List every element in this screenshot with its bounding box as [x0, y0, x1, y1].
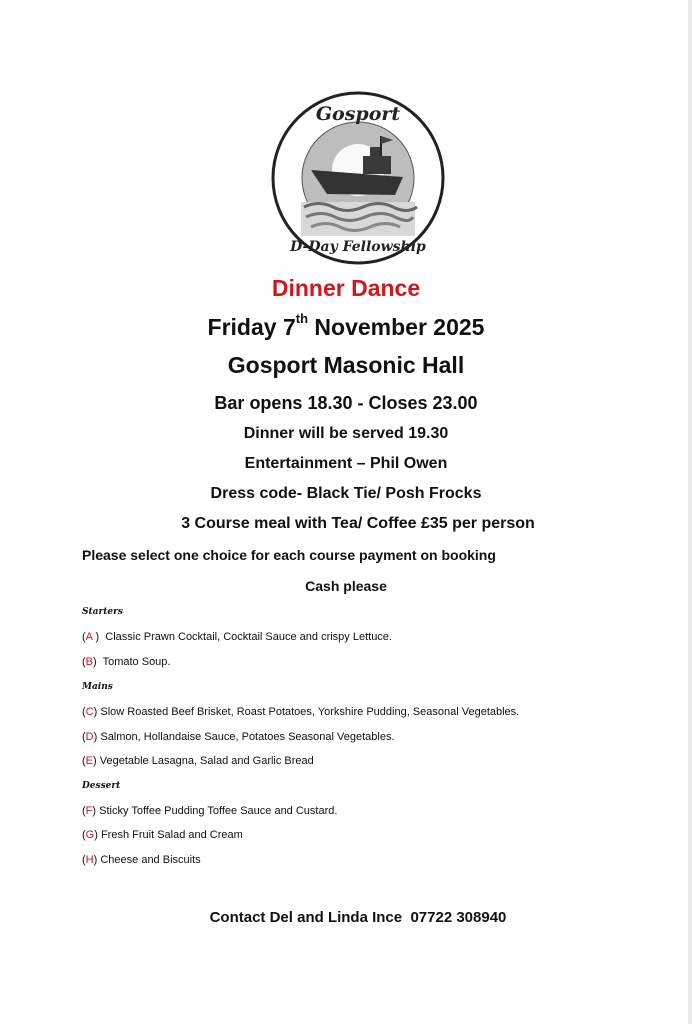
- item-open: (: [82, 805, 86, 817]
- gosport-d-day-fellowship-logo: [271, 90, 445, 266]
- item-open: (: [82, 656, 86, 668]
- item-open: (: [82, 755, 86, 767]
- menu-item-a: [82, 631, 392, 643]
- item-text: Cheese and Biscuits: [97, 854, 201, 866]
- item-letter: C: [85, 706, 94, 718]
- item-close: ): [93, 755, 97, 767]
- logo-top-text: Gosport: [315, 103, 401, 125]
- menu-item-g: [82, 829, 243, 841]
- item-text: Salmon, Hollandaise Sauce, Potatoes Seasonal Vegetables.: [97, 731, 395, 743]
- event-venue: Gosport Masonic Hall: [227, 352, 465, 378]
- item-letter: D: [85, 731, 94, 743]
- mains-heading: Mains: [82, 682, 113, 692]
- item-open: (: [82, 706, 86, 718]
- item-letter: H: [85, 854, 94, 866]
- item-letter: A: [85, 631, 93, 643]
- contact-line: Contact Del and Linda Ince 07722 308940: [209, 909, 507, 926]
- menu-item-f: [82, 805, 337, 817]
- entertainment: Entertainment – Phil Owen: [244, 455, 448, 472]
- item-text: Classic Prawn Cocktail, Cocktail Sauce and crispy Lettuce.: [99, 631, 392, 643]
- item-letter: B: [85, 656, 94, 668]
- item-text: Fresh Fruit Salad and Cream: [97, 829, 243, 841]
- item-text: Slow Roasted Beef Brisket, Roast Potatoes, Yorkshire Pudding, Seasonal Vegetables.: [97, 706, 520, 718]
- item-close: ): [92, 631, 100, 643]
- dessert-heading: Dessert: [82, 781, 121, 791]
- item-close: ): [93, 656, 97, 668]
- dress-code: Dress code- Black Tie/ Posh Frocks: [210, 485, 482, 502]
- event-title: Dinner Dance: [271, 275, 421, 301]
- item-letter: G: [85, 829, 95, 841]
- item-close: ): [94, 829, 98, 841]
- event-date-rest: November 2025: [308, 314, 485, 340]
- starters-heading: Starters: [82, 607, 123, 617]
- menu-item-e: [82, 755, 314, 767]
- menu-item-b: [82, 656, 170, 668]
- item-open: (: [82, 731, 86, 743]
- menu-item-d: [82, 731, 395, 743]
- menu-item-h: [82, 854, 201, 866]
- page-edge: [688, 0, 692, 1024]
- item-close: ): [93, 706, 98, 718]
- item-text: Tomato Soup.: [96, 656, 171, 668]
- event-date-suffix: th: [295, 311, 309, 326]
- item-open: (: [82, 829, 86, 841]
- booking-instructions: Please select one choice for each course payment on booking: [82, 547, 496, 563]
- payment-note: Cash please: [305, 578, 387, 594]
- item-close: ): [93, 854, 98, 866]
- item-open: (: [82, 631, 86, 643]
- item-text: Sticky Toffee Pudding Toffee Sauce and Custard.: [96, 805, 338, 817]
- event-date-day: Friday 7: [207, 314, 296, 340]
- menu-item-c: [82, 706, 519, 718]
- meal-price: 3 Course meal with Tea/ Coffee £35 per person: [181, 515, 535, 532]
- item-letter: E: [85, 755, 94, 767]
- item-open: (: [82, 854, 86, 866]
- dinner-time: Dinner will be served 19.30: [243, 425, 449, 442]
- item-close: ): [93, 731, 98, 743]
- logo-bottom-text: D-Day Fellowship: [290, 239, 426, 255]
- item-close: ): [92, 805, 97, 817]
- event-date: [0, 311, 692, 341]
- item-text: Vegetable Lasagna, Salad and Garlic Bread: [96, 755, 314, 767]
- bar-times: Bar opens 18.30 - Closes 23.00: [214, 393, 478, 413]
- item-letter: F: [85, 805, 93, 817]
